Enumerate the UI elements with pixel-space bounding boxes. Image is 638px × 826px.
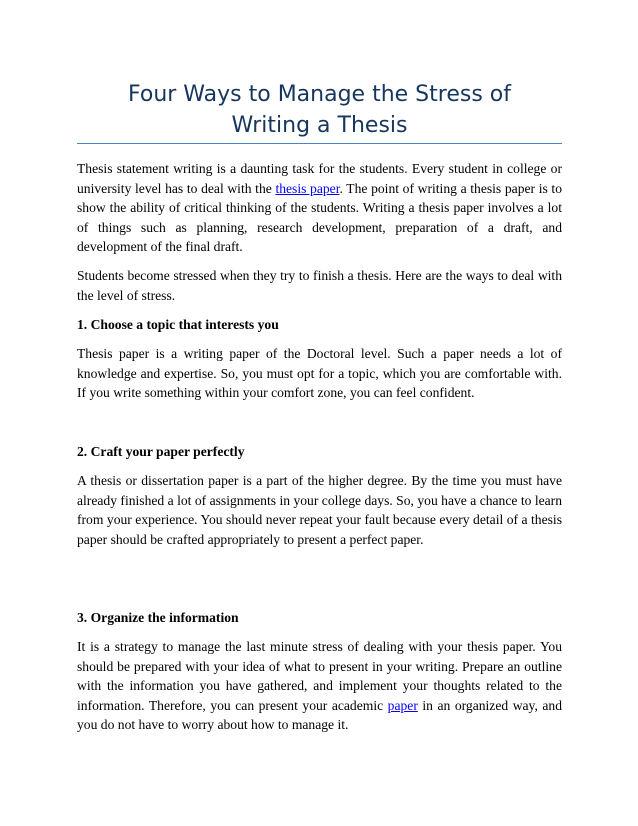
section-3-body [77,637,562,735]
title-line-1: Four Ways to Manage the Stress of [128,82,511,107]
section-3-heading: 3. Organize the information [77,610,239,625]
section-3-text-before-link: It is a strategy to manage the last minute stress of dealing with your thesis paper. You should be prepared with your idea of what to present in your writing. Prepare an outline with the information you have gathered, and implement your thoughts related to the information. Therefore, you can present your academic [77,639,562,713]
section-1-heading: 1. Choose a topic that interests you [77,317,279,332]
document-title [77,79,562,141]
paper-link[interactable]: paper [387,697,418,713]
thesis-paper-link[interactable]: thesis paper [275,180,340,196]
lead-paragraph: Students become stressed when they try to finish a thesis. Here are the ways to deal with the level of stress. [77,268,562,303]
section-2-heading: 2. Craft your paper perfectly [77,444,245,459]
section-2-body: A thesis or dissertation paper is a part of the higher degree. By the time you must have already finished a lot of assignments in your college days. So, you have a chance to learn from your experience. You should never repeat your fault because every detail of a thesis paper should be crafted appropriately to present a perfect paper. [77,473,562,547]
title-line-2: Writing a Thesis [231,113,408,138]
intro-paragraph [77,159,562,257]
title-divider [77,143,562,144]
intro-text-after-link: . The point of writing a thesis paper is to show the ability of critical thinking of the students. Writing a thesis paper involves a lot of things such as planning, research development, preparation of a draft, and development of the final draft. [77,180,562,255]
intro-text-before-link: Thesis statement writing is a daunting task for the students. Every student in college or university level has to deal with the [77,161,562,196]
section-3-text-after-link: in an organized way, and you do not have to worry about how to manage it. [77,697,562,733]
section-1-body: Thesis paper is a writing paper of the Doctoral level. Such a paper needs a lot of knowledge and expertise. So, you must opt for a topic, which you are comfortable with. If you write something within your comfort zone, you can feel confident. [77,346,562,401]
